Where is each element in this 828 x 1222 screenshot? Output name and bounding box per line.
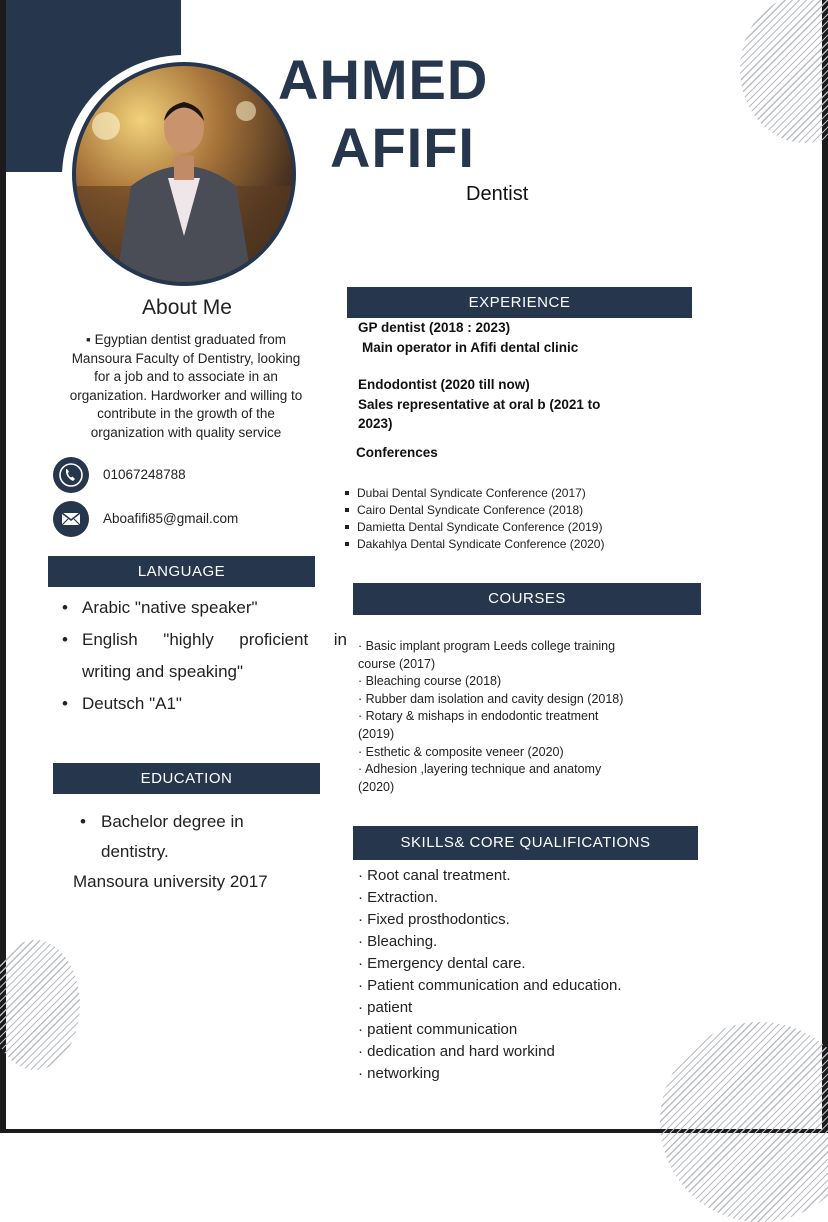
skill-item: · Root canal treatment. — [358, 867, 511, 884]
decorative-hatch-circle-bottom-left — [0, 940, 80, 1070]
course-line: · Adhesion ,layering technique and anatomy — [358, 762, 602, 777]
conference-item: Dakahlya Dental Syndicate Conference (2020) — [344, 536, 604, 553]
experience-line: Endodontist (2020 till now) — [358, 377, 530, 392]
course-line: (2019) — [358, 726, 395, 741]
language-item: • English "highly proficient in — [62, 624, 347, 656]
courses-list — [358, 638, 688, 796]
about-heading: About Me — [142, 296, 232, 319]
job-title: Dentist — [466, 183, 529, 205]
course-line: · Basic implant program Leeds college training — [358, 639, 616, 653]
experience-line: GP dentist (2018 : 2023) — [358, 320, 511, 335]
decorative-hatch-circle-bottom-right — [660, 1022, 828, 1222]
course-line: course (2017) — [358, 656, 436, 671]
skill-item: · patient — [358, 999, 413, 1016]
conference-item: Cairo Dental Syndicate Conference (2018) — [344, 502, 604, 519]
course-line: · Esthetic & composite veneer (2020) — [358, 744, 564, 759]
skill-item: · Fixed prosthodontics. — [358, 911, 510, 928]
skills-heading: SKILLS& CORE QUALIFICATIONS — [353, 826, 698, 860]
skill-item: · dedication and hard workind — [358, 1043, 555, 1060]
language-item-continued: writing and speaking" — [82, 662, 244, 681]
email-address[interactable]: Aboafifi85@gmail.com — [103, 511, 239, 526]
language-item: • Arabic "native speaker" — [62, 592, 347, 624]
conference-item: Damietta Dental Syndicate Conference (2019) — [344, 519, 604, 536]
person-silhouette-icon — [76, 66, 292, 282]
skills-list — [358, 865, 622, 1085]
page-edge-right — [822, 0, 828, 1133]
skill-item: · Extraction. — [358, 889, 439, 906]
education-bullet: • — [80, 812, 86, 831]
skill-item: · Emergency dental care. — [358, 955, 526, 972]
email-icon — [53, 501, 89, 537]
education-heading: EDUCATION — [53, 763, 320, 794]
language-item: • Deutsch "A1" — [62, 688, 347, 720]
conference-item: Dubai Dental Syndicate Conference (2017) — [344, 485, 604, 502]
phone-number[interactable]: 01067248788 — [103, 467, 186, 482]
conference-list — [344, 485, 604, 553]
course-line: · Bleaching course (2018) — [358, 674, 502, 689]
last-name: AFIFI — [330, 116, 475, 179]
skill-item: · patient communication — [358, 1021, 518, 1038]
about-text: ▪ Egyptian dentist graduated from Mansoura Faculty of Dentistry, looking for a job and to associate in an organization. Hardworker and willing to contribute in the growth of the organization with quality service — [69, 332, 303, 440]
experience-line: Main operator in Afifi dental clinic — [362, 340, 579, 355]
courses-heading: COURSES — [353, 583, 701, 615]
education-university: Mansoura university 2017 — [73, 872, 268, 891]
education-degree-continued: dentistry. — [101, 842, 169, 861]
experience-line: Sales representative at oral b (2021 to — [358, 397, 601, 412]
experience-line: 2023) — [358, 416, 393, 431]
decorative-hatch-circle-top-right — [740, 0, 828, 143]
language-heading: LANGUAGE — [48, 556, 315, 587]
course-line: · Rubber dam isolation and cavity design (2018) — [358, 691, 624, 706]
course-line: · Rotary & mishaps in endodontic treatment — [358, 709, 599, 724]
course-line: (2020) — [358, 779, 395, 794]
language-list — [62, 592, 347, 720]
skill-item: · networking — [358, 1065, 440, 1082]
conferences-heading: Conferences — [356, 445, 438, 460]
profile-photo — [72, 62, 296, 286]
skill-item: · Patient communication and education. — [358, 977, 622, 994]
phone-icon — [53, 457, 89, 493]
education-degree: Bachelor degree in — [101, 812, 244, 831]
experience-heading: EXPERIENCE — [347, 287, 692, 318]
first-name: AHMED — [278, 48, 489, 111]
skill-item: · Bleaching. — [358, 933, 438, 950]
